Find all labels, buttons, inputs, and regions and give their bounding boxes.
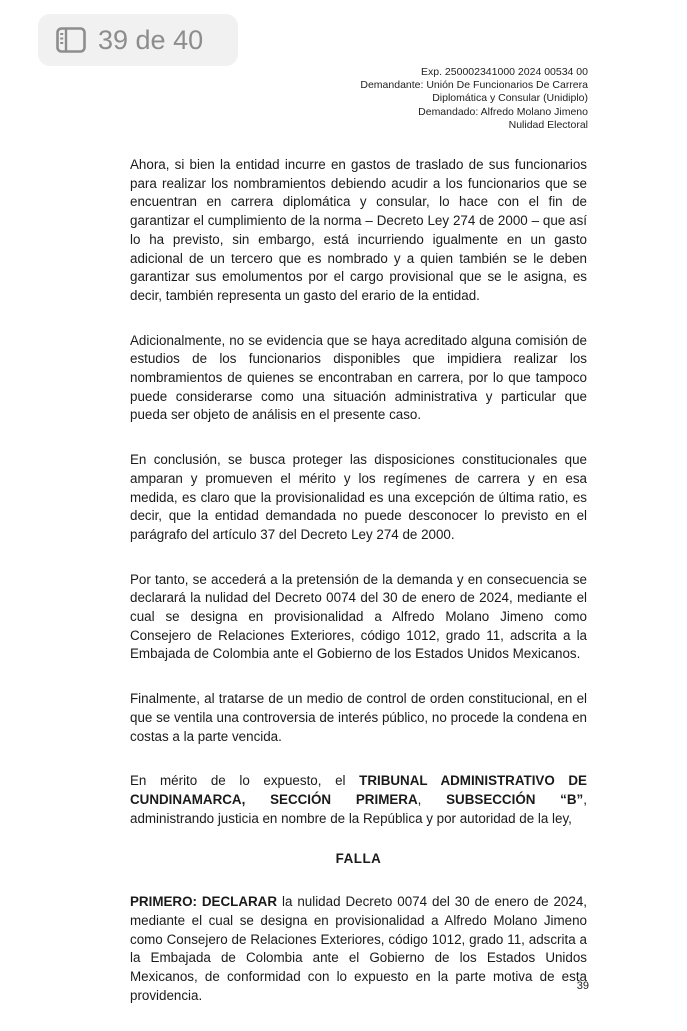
ruling-first-text: la nulidad Decreto 0074 del 30 de enero de 2024, mediante el cual se designa en provisionalidad a Alfredo Molano Jimeno como Consejero de Relaciones Exteriores, código 1012, grado 11, adscrita a la Embajada de Colombia ante el Gobierno de los Estados Unidos Mexicanos, de conformidad con lo expuesto en la parte motiva de esta providencia. <box>130 894 587 1003</box>
paragraph-6 <box>130 772 587 828</box>
page-thumbnails-icon <box>56 27 86 53</box>
page-indicator-text: 39 de 40 <box>98 24 204 55</box>
subsection-name: SUBSECCIÓN “B” <box>446 791 584 807</box>
case-number: Exp. 250002341000 2024 00534 00 <box>421 66 588 78</box>
plaintiff-line-1: Demandante: Unión De Funcionarios De Carrera <box>360 79 588 92</box>
separator: , <box>417 791 447 807</box>
paragraph-4: Por tanto, se accederá a la pretensión de la demanda y en consecuencia se declarará la nulidad del Decreto 0074 del 30 de enero de 2024, mediante el cual se designa en provisionalidad a Alfredo Molano Jimeno como Consejero de Relaciones Exteriores, código 1012, grado 11, adscrita a la Embajada de Colombia ante el Gobierno de los Estados Unidos Mexicanos. <box>130 571 587 662</box>
page-number: 39 <box>576 980 589 992</box>
court-name: TRIBUNAL ADMINISTRATIVO DE CUNDINAMARCA, SECCIÓN PRIMERA <box>130 773 587 807</box>
page-indicator-badge[interactable] <box>38 14 238 66</box>
document-body <box>130 156 587 1031</box>
paragraph-2: Adicionalmente, no se evidencia que se haya acreditado alguna comisión de estudios de los funcionarios disponibles que impidiera realizar los nombramientos de quienes se encontraban en carrera, por lo que tampoco puede considerarse como una situación administrativa y particular que pueda ser objeto de análisis en el presente caso. <box>130 332 587 423</box>
paragraph-5: Finalmente, al tratarse de un medio de control de orden constitucional, en el que se ventila una controversia de interés público, no procede la condena en costas a la parte vencida. <box>130 691 587 744</box>
ruling-heading: FALLA <box>335 851 382 867</box>
ruling-first-label: PRIMERO: DECLARAR <box>130 894 278 910</box>
case-type: Nulidad Electoral <box>508 118 588 131</box>
paragraph-3: En conclusión, se busca proteger las disposiciones constitucionales que amparan y promueven el mérito y los regímenes de carrera y en esa medida, es claro que la provisionalidad es una excepción de última ratio, es decir, que la entidad demandada no puede desconocer lo previsto en el parágrafo del artículo 37 del Decreto Ley 274 de 2000. <box>130 452 587 542</box>
case-header <box>360 66 588 132</box>
paragraph-1: Ahora, si bien la entidad incurre en gastos de traslado de sus funcionarios para realizar los nombramientos debiendo acudir a los funcionarios que se encuentran en carrera diplomática y consular, lo hace con el fin de garantizar el cumplimiento de la norma – Decreto Ley 274 de 2000 – que así lo ha previsto, sin embargo, está incurriendo igualmente en un gasto adicional de un tercero que es nombrado y a quien también se le deben garantizar sus emolumentos por el cargo provisional que se le asigna, es decir, también representa un gasto del erario de la entidad. <box>130 157 587 303</box>
paragraph-7 <box>130 893 587 1005</box>
defendant: Demandado: Alfredo Molano Jimeno <box>418 105 588 118</box>
paragraph-6-lead: En mérito de lo expuesto, el <box>130 773 360 789</box>
paragraph-6-tail: , administrando justicia en nombre de la República y por autoridad de la ley, <box>130 791 587 826</box>
plaintiff-line-2: Diplomática y Consular (Unidiplo) <box>432 92 588 105</box>
